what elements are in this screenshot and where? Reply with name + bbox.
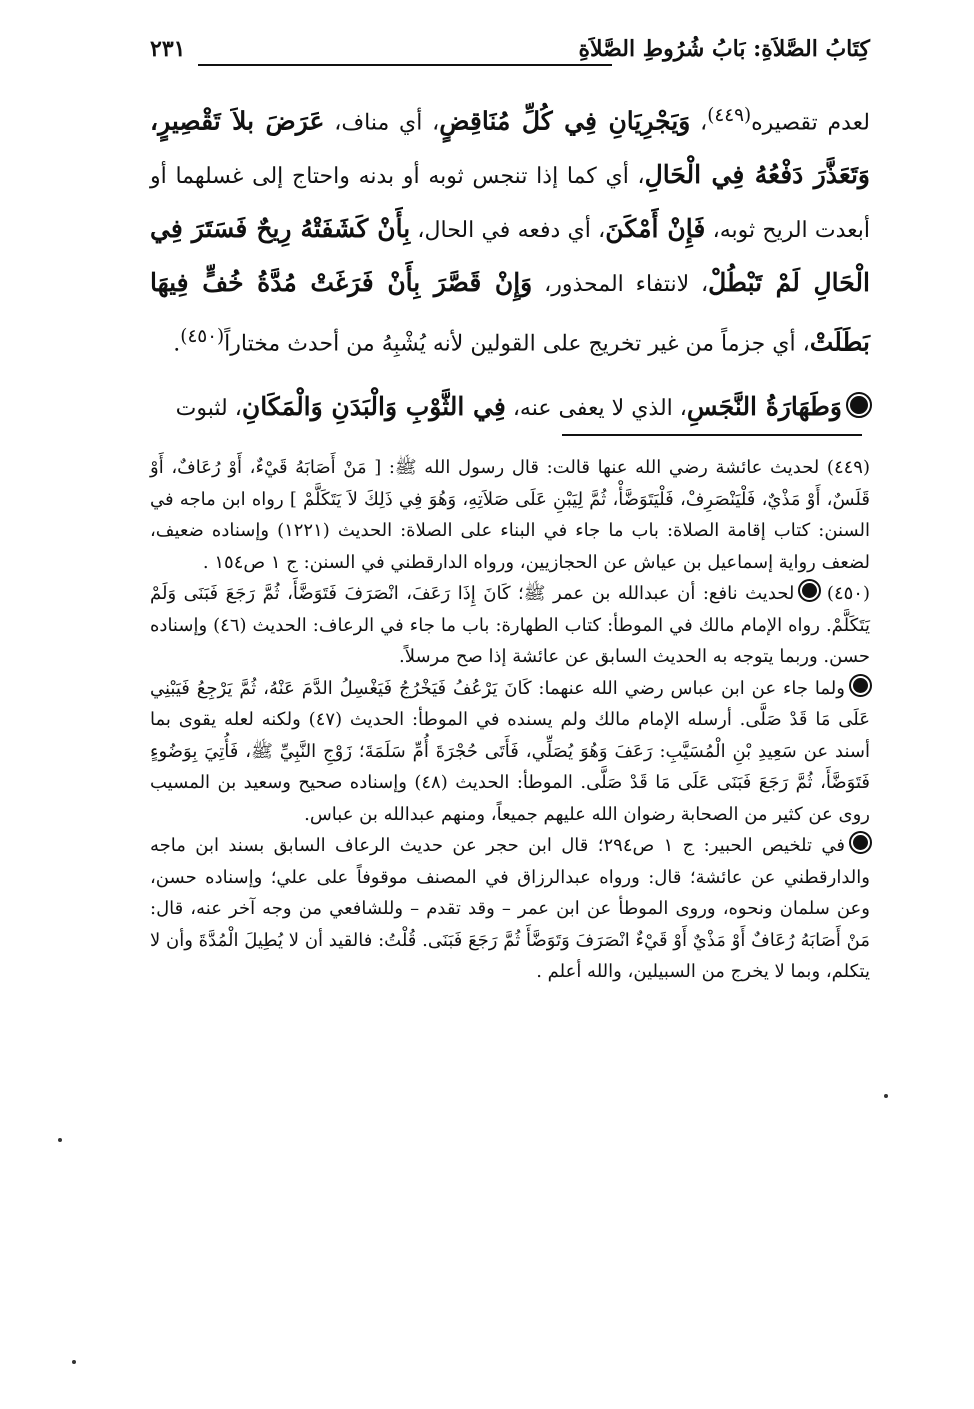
matn-text: وَإِنْ قَصَّرَ بِأَنْ فَرَغَتْ مُدَّةُ خُفٍّ فِيهَا بَطَلَتْ [150,268,870,357]
header-rule [198,64,612,66]
scan-speck [58,1138,62,1142]
header-title: كِتَابُ الصَّلاَةِ: بَابُ شُرُوطِ الصَّلاَةِ [578,36,870,62]
bullet-icon [800,581,819,600]
footnote-separator [562,434,862,436]
bullet-icon [848,394,870,416]
text-run: . [173,331,181,357]
footnote-text: لحديث نافع: أن عبدالله بن عمر ﷺ؛ كَانَ إِذَا رَعَفَ، انْصَرَفَ فَتَوَضَّأَ، ثُمَّ رَجَعَ فَبَنَى وَلَمْ يَتَكَلَّمْ. رواه الإمام مالك في الموطأ: كتاب الطهارة: باب ما جاء في الرعاف: الحديث (٤٦) وإسناده حسن. وربما يتوجه به الحديث السابق عن عائشة إذا صح مرسلاً. [150,583,870,667]
footnote-449: (٤٤٩) لحديث عائشة رضي الله عنها قالت: قال رسول الله ﷺ: [ مَنْ أَصَابَهُ قَيْءٌ، أَوْ رُعَافٌ، أَوْ قَلَسٌ، أَوْ مَذْيٌ، فَلْيَنْصَرِفْ، فَلْيَتَوَضَّأْ، ثُمَّ لِيَبْنِ عَلَى صَلاَتِهِ، وَهُوَ فِي ذَلِكَ لاَ يَتَكَلَّمْ ] رواه ابن ماجه في السنن: كتاب إقامة الصلاة: باب ما جاء في البناء على الصلاة: الحديث (١٢٢١) وإسناده ضعيف، لضعف رواية إسماعيل بن عياش عن الحجازيين، ورواه الدارقطني في السنن: ج ١ ص١٥٤ . [150,457,870,573]
matn-text: وَطَهَارَةُ النَّجَسِ [686,391,842,421]
footnotes [150,452,870,988]
footnote-ref-449: (٤٤٩) [707,105,752,126]
text-run: ، أي مناف، [324,110,440,136]
matn-text: وَيَجْرِيَانِ فِي كُلِّ مُنَاقِضٍ [439,106,691,136]
footnote-text: في تلخيص الحبير: ج ١ ص٢٩٤؛ قال ابن حجر عن حديث الرعاف السابق بسند ابن ماجه والدارقطني عن عائشة؛ قال: ورواه عبدالرزاق في المصنف موقوفاً على علي؛ وإسناده حسن، وعن سلمان ونحوه، وروى الموطأ عن ابن عمر – وقد تقدم – وللشافعي من وجه آخر عنه، قال: مَنْ أَصَابَهُ رُعَافٌ أَوْ مَذْيٌ أَوْ قَيْءٌ انْصَرَفَ وَتَوَضَّأَ ثُمَّ رَجَعَ فَبَنَى. قُلْتُ: فالقيد أن لا يُطِيلَ الْمُدَّةَ وأن لا يتكلم، وبما لا يخرج من السبيلين، والله أعلم . [150,835,870,982]
bullet-icon [851,676,870,695]
main-text [150,90,870,435]
matn-text: بِأَنْ كَشَفَتْهُ رِيحٌ فَسَتَرَ فِي الْحَالِ لَمْ تَبْطُلْ [150,214,870,298]
scan-speck [884,1094,888,1098]
matn-text: فَإِنْ أَمْكَنَ [605,214,706,244]
main-paragraph-2 [150,381,870,435]
text-run: ، أي جزماً من غير تخريج على القولين لأنه يُشْبِهُ من أحدث مختاراً [224,331,810,357]
footnote-text: ولما جاء عن ابن عباس رضي الله عنهما: كَانَ يَرْعُفُ فَيَخْرُجُ فَيَغْسِلُ الدَّمَ عَنْهُ، ثُمَّ يَرْجِعُ فَيَبْنِي عَلَى مَا قَدْ صَلَّى. أرسله الإمام مالك ولم يسنده في الموطأ: الحديث (٤٧) ولكنه لعله يقوى بما أسند عن سَعِيدِ بْنِ الْمُسَيَّبِ: رَعَفَ وَهُوَ يُصَلِّي، فَأَتَى حُجْرَةَ أُمِّ سَلَمَةَ؛ زَوْجِ النَّبِيِّ ﷺ، فَأُتِيَ بِوَضُوءٍ فَتَوَضَّأَ، ثُمَّ رَجَعَ فَبَنَى عَلَى مَا قَدْ صَلَّى. الموطأ: الحديث (٤٨) وإسناده صحيح وسعيد بن المسيب روى عن كثير من الصحابة رضوان الله عليهم جميعاً، ومنهم عبدالله بن عباس. [150,677,871,825]
footnote-450 [150,578,870,673]
footnote-ref-450: (٤٥٠) [180,326,225,348]
text-run: ، أي كما إذا تنجس ثوبه أو بدنه واحتاج إلى غسلهما أو أبعدت الريح ثوبه، [150,164,871,244]
text-run: ، [690,110,708,136]
text-run: ، أي دفعه في الحال، [410,218,606,244]
scan-speck [72,1360,76,1364]
text-run: ، لانتفاء المحذور، [532,272,709,298]
page-number: ٢٣١ [150,36,186,62]
footnote-number: (٤٥٠) [826,583,870,604]
footnote-450-addendum-2 [150,830,870,988]
text-run: ، لثبوت [175,395,242,421]
matn-text: عَرَضَ بلاَ تَقْصِيرٍ، وَتَعَذَّرَ دَفْعُهُ فِي الْحَالِ [150,106,871,190]
text-run: ، الذي لا يعفى عنه، [505,395,687,421]
text-run: لعدم تقصيره [751,110,870,136]
main-paragraph-1 [150,90,870,371]
matn-text: فِي الثَّوْبِ وَالْبَدَنِ وَالْمَكَانِ [241,391,506,421]
running-header [150,28,870,76]
footnote-450-addendum-1 [150,673,870,831]
bullet-icon [851,833,870,852]
